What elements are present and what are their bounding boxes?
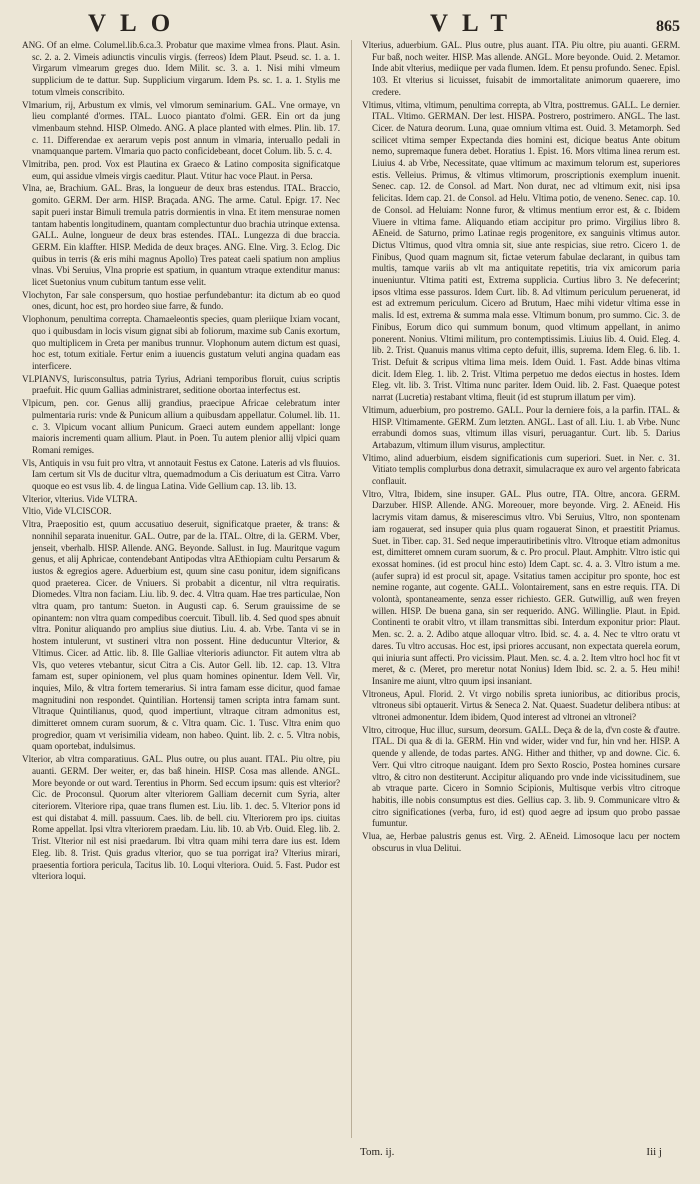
- dictionary-entry: Vlmarium, rij, Arbustum ex vlmis, vel vlmorum seminarium. GAL. Vne ormaye, vn lieu complanté d'ormes. ITAL. Luoco piantato d'olmi. GER. Ein ort da jung vlmenbaum stehnd. HISP. Olmedo. ANG. A place planted with elmes. Plin. lib. 17. c. 11. Differendae ex aerarum vepis post annum in vlmaria, interuallo pedali in vnamquanque partem. Vlmaria quo pacto conficidebeant, docet Colum. lib. 5. c. 4.: [22, 99, 340, 157]
- dictionary-entry: VLPIANVS, Iurisconsultus, patria Tyrius, Adriani temporibus floruit, cuius scriptis praefuit. Hic quum Gallias administraret, seditione obortaa interfectus est.: [22, 373, 340, 396]
- dictionary-entry: Vlterius, aduerbium. GAL. Plus outre, plus auant. ITA. Piu oltre, piu auanti. GERM. Fur baß, noch weiter. HISP. Mas allende. ANGL. More beyonde. Ouid. 2. Metamor. Inde abit vlterius, mediique per vada flumen. Idem. Et pensu profundo. Senec. Episl. 103. Et vlterius si licuisset, fuisabit de immortalitate animorum quaerere, imo credere.: [362, 40, 680, 97]
- running-head: [0, 6, 700, 40]
- dictionary-entry: Vlophonum, penultima correpta. Chamaeleontis species, quam pleriique Ixiam vocant, quo i quibusdam in locis visum gignat sibi ab foliorum, maxime sub Canis exortum, quo multiplicem in Creta per manibus trunnur. Vlophonum autem dictum est quasi, hoc est, totum exitiale. Fertur enim a iuuencis gustatum veluti angina quadam eas interficere.: [22, 314, 340, 371]
- dictionary-entry: Vltio, Vide VLCISCOR.: [22, 506, 112, 517]
- dictionary-entry: Vltimus, vltima, vltimum, penultima correpta, ab Vltra, posttremus. GALL. Le dernier. ITAL. Vltimo. GERMAN. Der lest. HISPA. Postrero, postrimero. ANGL. The last. Cicer. de Natura deorum. Luna, quae omnium vltima est. Ouid. 3. Metamorph. Sed scilicet vltima semper Expectanda dies homini est, dicique beatus Ante obitum nemo, supremaque funera debet. Horatius 1. Epist. 16. Mors vltima linea rerum est. Liuius 4. ab Vrbe, Necessitate, quae vltimum ac maximum telorum est, superiores estis. Velleius. Primus, & vltimus vltimorum, proscriptionis exemplum inuenit. Senec. cap. 12. de Consol. ad Mart. Non durat, nec ad vltimum exit, nisi ipsa felicitas. Idem cap. 21. de Consol. ad Helu. Vltima potio, de veneno. Senec. cap. 10. de Consol. ad Heluiam: Nonne furor, & vltimus mentium error est, & c. Ibidem Viuere in vltima fame. Aliquando etiam accipitur pro primo. Virgilius libro 8. AEneid. de Saturno, primo Latinae regis progenitore, ex sanguinis vltimus autor. Dictus Vltimus, quod vltra omnia sit, siue ante respicias, siue retro. Cicero 1. de Finibus, Quod quam magnum sit, fictae veterum fabulae declarant, in quibus tam multis, tamque variis ab vlt ma antiquitate repetitis, tria vix amicorum paria inueniuntur. Vltima patiti est, Extrema supplicia. Curtius libro 3. Ne defecerint; ipsos vltima esse passuros. Idem Curt. lib. 8. Ad vltimum periculum peruenerat, id est ad extremum periculum. Cicero ad Brutum, Haec mihi videtur vltima esse in malis. Id est, extrema & summa mala esse. Vltimum bonum, pro summo. Cic. 3. de Finibus, Eorum dico qui summum bonum, quod vltimum appellant, in animo ponerent. Nonius. Vltimi militum, pro contemptissimis. Liuius lib. 4. Ouid. Eleg. 4. lib. 2. Trist. Quanuis manus vltima cepto defuit, illis, suprema. Idem Eleg. 6. lib. 1. Trist. Defuit & scripus vltima lima meis. Idem Ouid. 1. Fast. Adde binas vltima dicit. Idem Eleg. 1. lib. 2. Trist. Vltima perpetuo me dedos eiectus in hostes. Idem Eleg. vlt. lib. 3. Trist. Vltima nunc pariter. Idem Ouid. lib. 2. Fast. Quaeque potest narrat (Lucretia) restabant vltima, fleuit (id est stuprum illatum per vim).: [362, 99, 680, 403]
- page-number: 865: [656, 18, 680, 35]
- dictionary-entry: Vltro, Vltra, Ibidem, sine insuper. GAL. Plus outre, ITA. Oltre, ancora. GERM. Darzuber. HISP. Allende. ANG. Moreouer, more beyonde. Virg. 2. AEneid. His lacrymis vitam damus, & miserescimus vltro. Vbi Seruius, Vltro, non spontenam iam rogauerat, sed insuper quia plus quam rogauerat Sinon, et praestitit Priamus. Suet. in Tiber. cap. 31. Sed neque imperautiribetinis vltro. Vltroque etiam admonitus est, dimitteret omnem curam suorum, & c. Pro procul. Plaut. Amphitr. Vltro istic qui exossat homines. (id est procul hinc esto) Idem Capt. sc. 4. a. 3. Vltro istum a me. (aufer supra) id est procul sit, apage. Vsitatius tamen accipitur pro sponte, hoc est nemine rogante, aut cogente. GALL. Volontairement, sans en estre requis. ITA. Di volontà, spontaneamente, senza esser richiesto. GER. Gutwillig, auß wen freyen willen. HISP. De buena gana, sin ser requerido. ANG. Willinglie. Plaut. in Epid. Continenti te orabit vltro, vt illam transmittas sibi. Interdum exponitur prior: Plaut. Men. sc. 2. a. 2. Adibo atque alloquar vltro. Ibid. sc. 4. a. 4. Nec te vltro oratu vt dares. Tu vltro accusas. Hoc est, ipsi priores accusant, non expectata querela eorum, qui iniuria sunt affecti. Pro vicissim. Plaut. Men. sc. 4. a. 2. Item vltro hocl hoc fit vt meret, & c. (Meret, pro meretur notat Nonius) Idem Ibid. sc. 2. a. 5. Heu mihi! Insanire me aiunt, vltro quum ipsi insaniant.: [362, 488, 680, 686]
- dictionary-entry: Vltroneus, Apul. Florid. 2. Vt virgo nobilis spreta iunioribus, ac ditioribus procis, vltroneus sibi optauerit. Virtus & Seneca 2. Nat. Quaest. Suadetur delibera ntibus: at vltronei admonentur. Idem ibidem, Quod interest ad vltronei an vltronei?: [362, 688, 680, 723]
- dictionary-entry: Vltra, Praepositio est, quum accusatiuo deseruit, significatque praeter, & trans: & nonnihil separata inuenitur. GAL. Outre, par de la. ITAL. Oltre, di la. GERM. Vber, jenseit, vberhalb. HISP. Allende. ANG. Beyonde. Sallust. in Iug. Mauritque vagum genus, et alij Aphricae, contendebant Antipodas vltra AEthiopiam cultu Persarum & iustos & egregios agere. Aduerbium est, quum sine casu ponitur, idem significans quod praeterea. Cicer. de Vniuers. Si probabit a dicentur, nil vltra requiratis. Diomedes. Vltra non faciam. Liu. lib. 9. dec. 4. Vltra quam. Hae tres particulae, Non vltra quam, pro tantum: Sueton. in Augusti cap. 6. Serum grauissime de se opinantem: non vltra quam compedibus coercuit. Tibull. lib. 4. Sed quod spes abnuit vltra. Ponitur aliquando pro amplius siue diutius. Liu. 4. ab. Vrbe. Tanta vi se in hostem intulerunt, vt sustineri vltra non possent. Hine deducuntur Vlterior, & Vltimus. Cicer. ad Attic. lib. 8. Ille Galliae vlterioris adiunctor. Fit autem vltra ab Vls, quo veteres vtebantur, sicut Citra a Cis. Autor Gell. lib. 12. cap. 13. Vltra famam est, super opinionem, vel plus quam homines opinentur. Idem Vell. Vir, inquies, Milo, & vltra fortem temerarius. Si intra famam esse dicitur, quod famae magnitudini non respondet. Quintilian. Hortensij tamen scripta intra famam sunt. Vltraque Quintilianus, quod, quod impertiunt, vltraque citram admonitus est, dimitteret omnem curam suorum, & c. Vltra quam. Cic. 1. Tusc. Vltra enim quo progredior, quam vt verisimilia videam, non habeo. Quint. lib. 2. c. 5. Vltra nobis, quam oportebat, indulsimus.: [22, 519, 340, 752]
- text-columns: [22, 40, 682, 1140]
- dictionary-entry: Vlpicum, pen. cor. Genus allij grandius, praecipue Africae celebratum inter pulmentaria ruris: vnde & Punicum allium a quibusdam appellatur. Columel. lib. 11. c. 3. Vlpicum vocant allium Punicum. Graeci autem eundem appellant: longe maioris incrementi quam allium. Plaut. in Poen. Tu autem plenior allij vlpici quam Romani remiges.: [22, 398, 340, 455]
- running-head-left: VLO: [88, 10, 185, 37]
- dictionary-entry: Vltro, citroque, Huc illuc, sursum, deorsum. GALL. Deça & de la, d'vn coste & d'autre. ITAL. Di qua & di la. GERM. Hin vnd wider, wider vnd fur, hin vnd her. HISP. A quende y allende, de todas partes. ANG. Hither and thither, vp and downe. Cic. 6. Verr. Qui vltro citroque nauigant. Idem pro Sexto Roscio, Postea homines cursare vltro, & citro non destiterunt. Accipitur aliquando pro vnde inde vicissitudinem, sue ab vtraque parte. Cicero in Somnio Scipionis, Multisque verbis vltro citroque habitis, ille nobis consumptus est dies. Gellius cap. 3. lib. 9. Communicare vltro & citro significationes (verba, furo, id est) quod aegre ad ipsum quo probo passae fumuntur.: [362, 724, 680, 829]
- signature-mark: Iii j: [646, 1146, 662, 1158]
- dictionary-entry: Vls, Antiquis in vsu fuit pro vltra, vt annotauit Festus ex Catone. Lateris ad vls fluuios. Iam certum sit Vls de ducitur vltra, quemadmodum a Cis deriuatum est Citra. Varro quoque eo est vsus lib. 4. de lingua Latina. Vide Gellium cap. 13. lib. 13.: [22, 457, 340, 492]
- column-divider: [351, 40, 352, 1138]
- running-head-right: VLT: [430, 10, 522, 37]
- dictionary-entry: Vlochyton, Far sale conspersum, quo hostiae perfundebantur: ita dictum ab eo quod ones, dicunt, hoc est, pro hordeo siue farre, & fundo.: [22, 289, 340, 312]
- page-footer: [360, 1146, 680, 1162]
- dictionary-entry: Vlna, ae, Brachium. GAL. Bras, la longueur de deux bras estendus. ITAL. Braccio, gomito. GERM. Der arm. HISP. Braçada. ANG. The arme. Catul. Epigr. 17. Nec sapit pueri instar Bimuli tremula patris dormientis in vlna. Et item mensurae nomen tantam habentis longitudinem, quantam complectuntur duo brachia utrinque extensa. GALL. Aulne, longueur de deux bras estendes. ITAL. Lungezza di due braccia. GERM. Ein klaffter. HISP. Medida de deux braçes. ANG. Elne. Virg. 3. Eclog. Dic quibus in terris (& eris mihi magnus Apollo) Tres pateat caeli spatium non amplius vlnas. Vbi Seruius, Vlna proprie est spatium, in quantum vtraque extenditur manus: licet Suetonius vnum cubitum tantum esse velit.: [22, 183, 340, 288]
- dictionary-entry: Vltimum, aduerbium, pro postremo. GALL. Pour la derniere fois, a la parfin. ITAL. & HISP. Vltimamente. GERM. Zum letzten. ANGL. Last of all. Liu. 1. ab Vrbe. Nunc errabundi domos suas, vltimum illas visuri, peruagantur. Curt. lib. 5. Darius Artabazum, vltimum illum visurus, amplectitur.: [362, 404, 680, 450]
- volume-label: Tom. ij.: [360, 1146, 395, 1158]
- right-column: [362, 40, 680, 1138]
- dictionary-entry: Vlua, ae, Herbae palustris genus est. Virg. 2. AEneid. Limosoque lacu per noctem obscurus in vlua Delitui.: [362, 831, 680, 853]
- dictionary-entry: Vlterior, ab vltra comparatiuus. GAL. Plus outre, ou plus auant. ITAL. Piu oltre, piu auanti. GERM. Der weiter, er, das baß hinein. HISP. Cosa mas allende. ANGL. More beyonde or out ward. Terentius in Phorm. Sed eccum ipsum: quis est vlterior? Cic. de Proconsul. Quorum alter vlteriorem Galliam decernit cum Syria, alter citeriorem. Vlteriore ripa, quae trans flumen est. Liu. lib. 1. dec. 5. Vlterior pons id est qui distabat 4. mill. passuum. Caes. lib. de bell. ciu. Vlteriorem pro ips. ciuitas Rome appellat. Ipsi vltra vlteriorem praedam. Liu. lib. 10. ab Vrb. Ouid. Eleg. lib. 2. Trist. Vlterior nil est nisi praedarum. Ibi vltra quam mihi terra dare ius est. Idem Eleg. lib. 8. Trist. Quis gradus vlterior, quo se tua porrigat ira? Vlterius mirari, praesentia fortiora pericula, Tacitus lib. 10. Loqui vlteriora. Ouid. 5. Fast. Pudor est vlteriora loqui.: [22, 754, 340, 882]
- dictionary-entry: Vltimo, alind aduerbium, eisdem significationis cum superiori. Suet. in Ner. c. 31. Vitiato templis complurbus dona detraxit, simulacraque ex auro vel argento fabricata conflauit.: [362, 452, 680, 487]
- dictionary-entry: ANG. Of an elme. Columel.lib.6.ca.3. Probatur que maxime vlmea frons. Plaut. Asin. sc. 2. a. 2. Vimeis adiunctis vinculis virgis. (ferreos) Idem Plaut. Pseud. sc. 1. a. 1. Virgarum vlmearum greges duo. Idem Milit. sc. 3. a. 1. Nisi mihi vlmeum supplicium de te dattur. Sup. Supplicium virgarum. Idem Ps. sc. 1. a. 1. Stylis me totum vlmeis conscribito.: [22, 40, 340, 97]
- left-column: [22, 40, 340, 1138]
- dictionary-entry: Vlterior, vlterius. Vide VLTRA.: [22, 493, 138, 504]
- dictionary-entry: Vlmitriba, pen. prod. Vox est Plautina ex Graeco & Latino composita significatque eum, qui assidue vlmeis virgis caeditur. Plaut. Vtitur hac voce Plaut. in Persa.: [22, 159, 340, 181]
